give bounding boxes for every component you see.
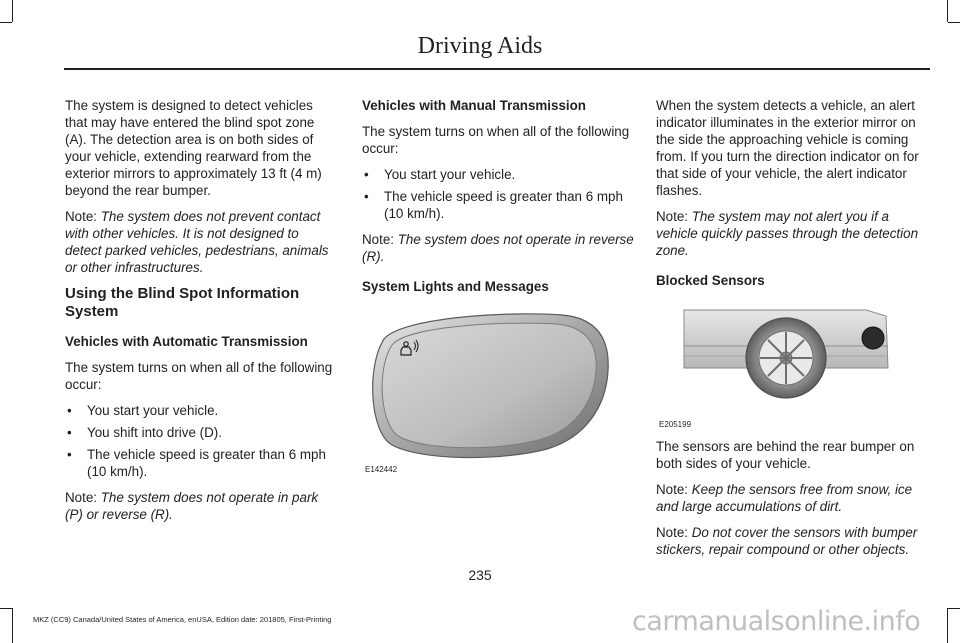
subheading: Vehicles with Automatic Transmission xyxy=(65,334,308,349)
list-item: • You start your vehicle. xyxy=(65,402,337,419)
subheading: Vehicles with Manual Transmission xyxy=(362,98,586,113)
note-text: Keep the sensors free from snow, ice and large accumulations of dirt. xyxy=(656,482,913,514)
crop-mark xyxy=(948,22,960,23)
list-item: • You start your vehicle. xyxy=(362,166,634,183)
note xyxy=(656,208,928,259)
blind-spot-sensor xyxy=(862,327,884,349)
note-label: Note: xyxy=(362,232,395,247)
mirror-figure xyxy=(362,309,634,479)
note xyxy=(656,481,928,515)
crop-mark xyxy=(12,0,13,22)
column-1 xyxy=(65,97,337,532)
figure-code: E142442 xyxy=(365,465,398,474)
watermark: carmanualsonline.info xyxy=(632,606,921,637)
list-item: • The vehicle speed is greater than 6 mph (10 km/h). xyxy=(65,446,337,480)
note xyxy=(65,489,337,523)
note-label: Note: xyxy=(65,209,98,224)
figure-code: E205199 xyxy=(659,420,692,429)
column-2 xyxy=(362,97,634,479)
crop-mark xyxy=(0,22,12,23)
mirror-glass xyxy=(382,323,596,448)
note-label: Note: xyxy=(656,525,689,540)
list-item: • The vehicle speed is greater than 6 mph (10 km/h). xyxy=(362,188,634,222)
intro-paragraph: The system is designed to detect vehicles that may have entered the blind spot zone (A). The detection area is on both sides of your vehicle, extending rearward from the exterior mirrors to approximately 13 ft (4 m) beyond the rear bumper. xyxy=(65,98,322,198)
bullet-list xyxy=(362,166,634,222)
paragraph: When the system detects a vehicle, an alert indicator illuminates in the exterior mirror on the side the approaching vehicle is coming from. If you turn the direction indicator on for that side of your vehicle, the alert indicator flashes. xyxy=(656,98,919,198)
crop-mark xyxy=(947,0,948,22)
note-label: Note: xyxy=(656,209,689,224)
note-text: Do not cover the sensors with bumper stickers, repair compound or other objects. xyxy=(656,525,918,557)
note-text: The system does not prevent contact with other vehicles. It is not designed to detect parked vehicles, pedestrians, animals or other infrastructures. xyxy=(65,209,329,275)
exterior-mirror-illustration xyxy=(362,309,634,469)
note-label: Note: xyxy=(65,490,98,505)
note xyxy=(656,524,928,558)
page-number: 235 xyxy=(468,567,492,583)
bullet-list xyxy=(65,402,337,480)
subheading: Blocked Sensors xyxy=(656,273,765,288)
crop-mark xyxy=(947,608,948,643)
page-title: Driving Aids xyxy=(417,33,543,59)
note xyxy=(65,208,337,276)
note-label: Note: xyxy=(656,482,689,497)
edition-footer: MKZ (CC9) Canada/United States of America, enUSA, Edition date: 201805, First-Printing xyxy=(33,615,332,624)
crop-mark xyxy=(12,608,13,643)
rear-bumper-figure xyxy=(656,298,928,428)
note-text: The system does not operate in park (P) or reverse (R). xyxy=(65,490,319,522)
section-heading: Using the Blind Spot Information System xyxy=(65,285,300,320)
paragraph: The sensors are behind the rear bumper on both sides of your vehicle. xyxy=(656,439,915,471)
column-3 xyxy=(656,97,928,567)
crop-mark xyxy=(0,608,12,609)
paragraph: The system turns on when all of the following occur: xyxy=(362,124,630,156)
crop-mark xyxy=(948,608,960,609)
list-item: • You shift into drive (D). xyxy=(65,424,337,441)
note-text: The system may not alert you if a vehicle quickly passes through the detection zone. xyxy=(656,209,919,258)
note-text: The system does not operate in reverse (R). xyxy=(362,232,634,264)
note xyxy=(362,231,634,265)
rear-wheel-bumper-illustration xyxy=(656,298,928,413)
paragraph: The system turns on when all of the following occur: xyxy=(65,360,333,392)
subheading: System Lights and Messages xyxy=(362,279,549,294)
header-divider xyxy=(64,68,930,70)
